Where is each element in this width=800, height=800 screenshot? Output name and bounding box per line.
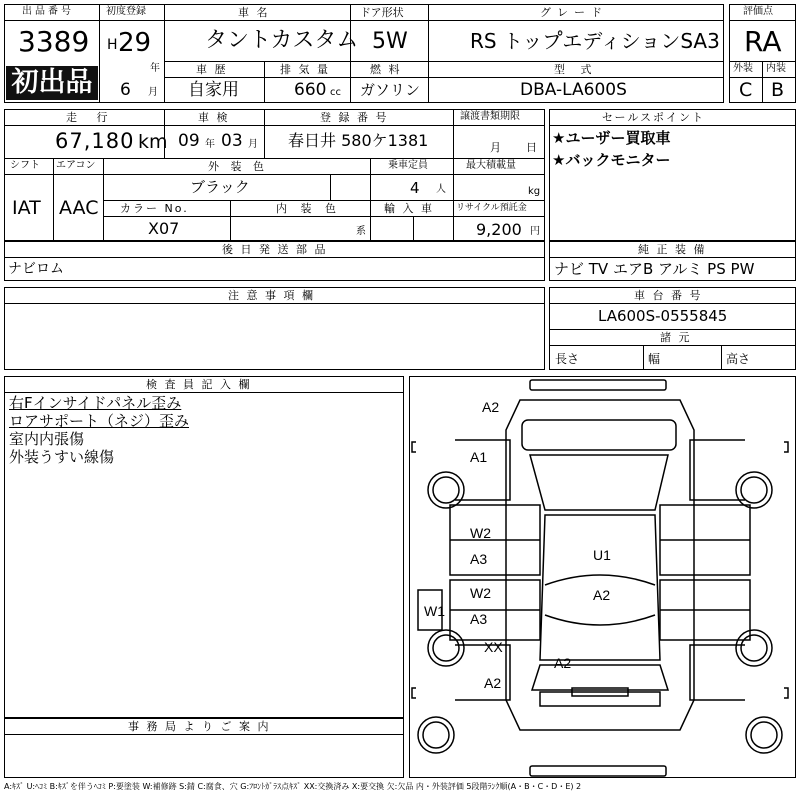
- mark-front-bumper: A2: [482, 399, 500, 415]
- score: RA: [744, 25, 782, 58]
- mileage-unit: km: [138, 131, 168, 153]
- transfer-month-unit: 月: [490, 141, 501, 154]
- length-label: 長さ: [555, 352, 580, 366]
- mark-left-front-door-a: A3: [470, 551, 488, 567]
- inspector-line: 右Fインサイドパネル歪み: [9, 394, 182, 412]
- ext-grade: C: [739, 79, 753, 101]
- inspector-line: 室内内張傷: [9, 430, 85, 448]
- mileage-label: 走 行: [66, 111, 116, 124]
- ac-label: エアコン: [56, 160, 96, 171]
- history-label: 車 歴: [196, 63, 228, 76]
- mark-roof-rear: A2: [593, 587, 611, 603]
- year-unit: 年: [150, 63, 160, 74]
- plate-label: 登 録 番 号: [320, 111, 389, 124]
- mark-left-front-door-w: W2: [470, 525, 491, 541]
- load-unit: kg: [528, 186, 541, 197]
- inspector-line: 外装うすい線傷: [9, 448, 115, 466]
- inspector-label: 検 査 員 記 入 欄: [146, 378, 252, 391]
- reg-era: H: [107, 37, 118, 53]
- seats-unit: 人: [436, 184, 446, 195]
- later-parts-value: ナビロム: [8, 261, 64, 277]
- spec-label: 諸 元: [660, 331, 692, 344]
- transfer-day-unit: 日: [526, 141, 537, 154]
- ac: AAC: [59, 197, 99, 219]
- history: 自家用: [188, 80, 239, 100]
- color: ブラック: [190, 178, 250, 196]
- mileage: 67,180: [55, 129, 135, 153]
- mark-left-quarter: XX: [484, 639, 503, 655]
- mark-left-rear-lower: A2: [484, 675, 502, 691]
- later-parts-label: 後 日 発 送 部 品: [222, 243, 328, 256]
- sales-points-label: セールスポイント: [602, 111, 706, 124]
- model: DBA-LA600S: [520, 80, 627, 100]
- recycle: 9,200: [476, 220, 522, 239]
- plate: 春日井 580ケ1381: [288, 131, 429, 150]
- transfer-label: 譲渡書類期限: [460, 111, 520, 122]
- recycle-label: リサイクル預託金: [456, 203, 527, 213]
- office-label: 事 務 局 よ り ご 案 内: [128, 720, 271, 733]
- shift-label: シフト: [10, 160, 40, 171]
- chassis-number: LA600S-0555845: [598, 307, 728, 325]
- int-grade: B: [771, 79, 785, 101]
- load-label: 最大積載量: [466, 160, 516, 171]
- legend: A:ｷｽﾞ U:ﾍｺﾐ B:ｷｽﾞを伴うﾍｺﾐ P:要塗装 W:補修跡 S:錆 C:腐食、穴 G:ﾌﾛﾝﾄｶﾞﾗｽ点ｷｽﾞ XX:交換済み X:要交換 欠:欠品 内・外装評価 5段階ﾗﾝｸ順(A・B・C・D・E) 2: [4, 782, 582, 791]
- equipment-value: ナビ TV エアB アルミ PS PW: [554, 260, 755, 278]
- height-label: 高さ: [726, 352, 751, 366]
- disp-unit: cc: [330, 87, 341, 98]
- width-label: 幅: [648, 352, 661, 366]
- notes-label: 注 意 事 項 欄: [228, 289, 315, 302]
- mark-left-rear-door-w: W2: [470, 585, 491, 601]
- reg-month: 6: [120, 80, 131, 100]
- score-label: 評価点: [743, 6, 773, 17]
- equipment-label: 純 正 装 備: [638, 243, 707, 256]
- model-label: 型 式: [554, 63, 598, 76]
- mark-left-rear-door-a: A3: [470, 611, 488, 627]
- insp-year-unit: 年: [205, 139, 215, 150]
- month-unit: 月: [148, 87, 158, 98]
- sales-point-item: ★ユーザー買取車: [552, 129, 671, 147]
- shift: IAT: [12, 197, 41, 219]
- mark-roof-front: U1: [593, 547, 611, 563]
- mark-left-side-panel: W1: [424, 603, 445, 619]
- car-name: タントカスタム: [205, 28, 359, 53]
- recycle-unit: 円: [530, 226, 540, 237]
- inspector-line: ロアサポート（ネジ）歪み: [9, 412, 190, 430]
- interior-unit: 系: [356, 226, 366, 237]
- ext-label: 外装: [733, 63, 753, 74]
- lot-number: 3389: [18, 25, 90, 58]
- insp-month: 03: [221, 131, 243, 151]
- fuel-label: 燃 料: [370, 63, 402, 76]
- reg-year: 29: [118, 28, 152, 58]
- color-label: 外 装 色: [208, 160, 268, 173]
- colorno-label: カラー No.: [120, 202, 189, 215]
- grade: RS トップ゚エディションSA3: [470, 29, 720, 53]
- displacement: 660: [294, 80, 327, 100]
- inspection-label: 車 検: [198, 111, 230, 124]
- mark-hood: A1: [470, 449, 488, 465]
- car-name-label: 車 名: [238, 6, 270, 19]
- chassis-label: 車 台 番 号: [634, 289, 703, 302]
- mark-back-door: A2: [554, 655, 572, 671]
- colorno: X07: [148, 219, 180, 238]
- door-label: ドア形状: [360, 6, 404, 19]
- import-label: 輸 入 車: [384, 202, 434, 215]
- fuel: ガソリン: [360, 81, 421, 99]
- seats-label: 乗車定員: [388, 160, 428, 171]
- interior-label: 内 装 色: [276, 202, 341, 215]
- disp-label: 排 気 量: [280, 63, 330, 76]
- reg-label: 初度登録: [106, 6, 146, 17]
- int-label: 内装: [766, 63, 786, 74]
- grade-label: グレード: [540, 6, 608, 19]
- lot-label: 出品番号: [22, 6, 74, 17]
- insp-month-unit: 月: [248, 139, 258, 150]
- door-type: 5W: [372, 29, 408, 54]
- insp-year: 09: [178, 131, 200, 151]
- seats: 4: [410, 179, 420, 197]
- sales-point-item: ★バックモニター: [552, 151, 671, 169]
- first-time-badge: 初出品: [6, 66, 98, 100]
